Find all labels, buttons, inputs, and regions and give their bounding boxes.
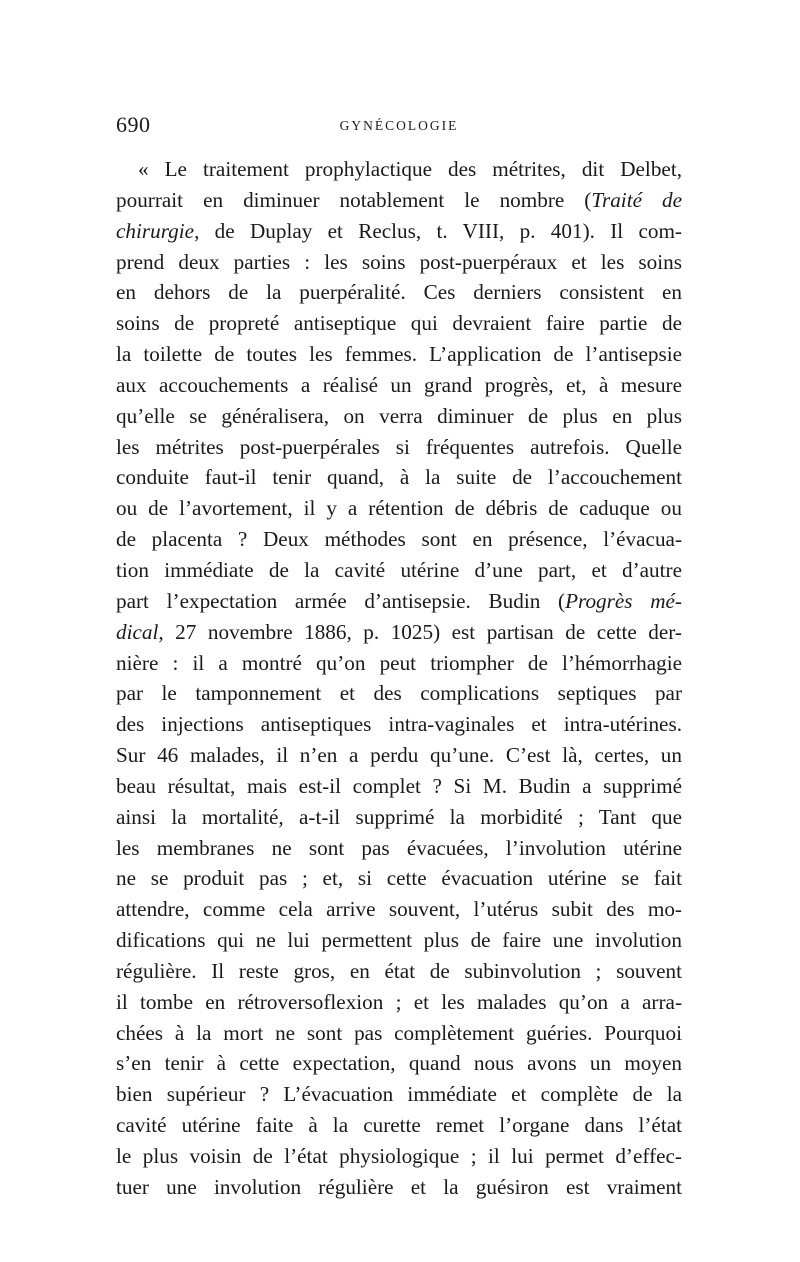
text-line: pourrait en diminuer notablement le nombre (Traité de [116, 187, 682, 212]
italic-citation: Progrès mé- [565, 588, 682, 613]
text-line: par le tamponnement et des complications septiques par [116, 681, 682, 706]
text-line: chirurgie, de Duplay et Reclus, t. VIII, p. 401). Il com- [116, 218, 682, 243]
text-line: attendre, comme cela arrive souvent, l’utérus subit des mo- [116, 897, 682, 922]
italic-citation: chirurgie [116, 218, 195, 243]
text-line: ainsi la mortalité, a-t-il supprimé la morbidité ; Tant que [116, 804, 682, 829]
running-title: GYNÉCOLOGIE [339, 118, 459, 133]
body-paragraph [116, 154, 682, 1203]
text-line: aux accouchements a réalisé un grand progrès, et, à mesure [116, 372, 682, 397]
text-line: de placenta ? Deux méthodes sont en présence, l’évacua- [116, 527, 682, 552]
text-line: ou de l’avortement, il y a rétention de débris de caduque ou [116, 496, 682, 521]
text-line: bien supérieur ? L’évacuation immédiate et complète de la [116, 1082, 682, 1107]
book-page [116, 112, 682, 1203]
italic-citation: Traité de [591, 187, 682, 212]
text-line: les membranes ne sont pas évacuées, l’involution utérine [116, 835, 682, 860]
text-line: tuer une involution régulière et la guésiron est vraiment [116, 1174, 682, 1199]
text-line: conduite faut-il tenir quand, à la suite de l’accouchement [116, 465, 682, 490]
text-line: beau résultat, mais est-il complet ? Si M. Budin a supprimé [116, 773, 682, 798]
text-line: part l’expectation armée d’antisepsie. Budin (Progrès mé- [116, 588, 682, 613]
text-line: dical, 27 novembre 1886, p. 1025) est partisan de cette der- [116, 619, 682, 644]
running-head [116, 112, 682, 142]
text-line: nière : il a montré qu’on peut triompher de l’hémorrhagie [116, 650, 682, 675]
text-line: qu’elle se généralisera, on verra diminuer de plus en plus [116, 403, 682, 428]
text-line: ne se produit pas ; et, si cette évacuation utérine se fait [116, 866, 682, 891]
text-line: « Le traitement prophylactique des métrites, dit Delbet, [138, 157, 682, 181]
text-line: cavité utérine faite à la curette remet l’organe dans l’état [116, 1113, 682, 1138]
text-line: en dehors de la puerpéralité. Ces derniers consistent en [116, 280, 682, 305]
page-number: 690 [116, 112, 151, 137]
text-line: Sur 46 malades, il n’en a perdu qu’une. C’est là, certes, un [116, 743, 682, 768]
text-line: difications qui ne lui permettent plus de faire une involution [116, 928, 682, 953]
text-line: tion immédiate de la cavité utérine d’une part, et d’autre [116, 557, 682, 582]
text-line: des injections antiseptiques intra-vaginales et intra-utérines. [116, 712, 682, 737]
italic-citation: dical [116, 619, 159, 644]
text-line: les métrites post-puerpérales si fréquentes autrefois. Quelle [116, 434, 682, 459]
text-line: soins de propreté antiseptique qui devraient faire partie de [116, 311, 682, 336]
text-line: le plus voisin de l’état physiologique ; il lui permet d’effec- [116, 1144, 682, 1168]
text-line: il tombe en rétroversoflexion ; et les malades qu’on a arra- [116, 989, 682, 1014]
text-line: prend deux parties : les soins post-puerpéraux et les soins [116, 249, 682, 274]
text-line: chées à la mort ne sont pas complètement guéries. Pourquoi [116, 1020, 682, 1045]
text-line: la toilette de toutes les femmes. L’application de l’antisepsie [116, 342, 682, 367]
text-line: s’en tenir à cette expectation, quand nous avons un moyen [116, 1051, 682, 1076]
text-line: régulière. Il reste gros, en état de subinvolution ; souvent [116, 958, 682, 983]
